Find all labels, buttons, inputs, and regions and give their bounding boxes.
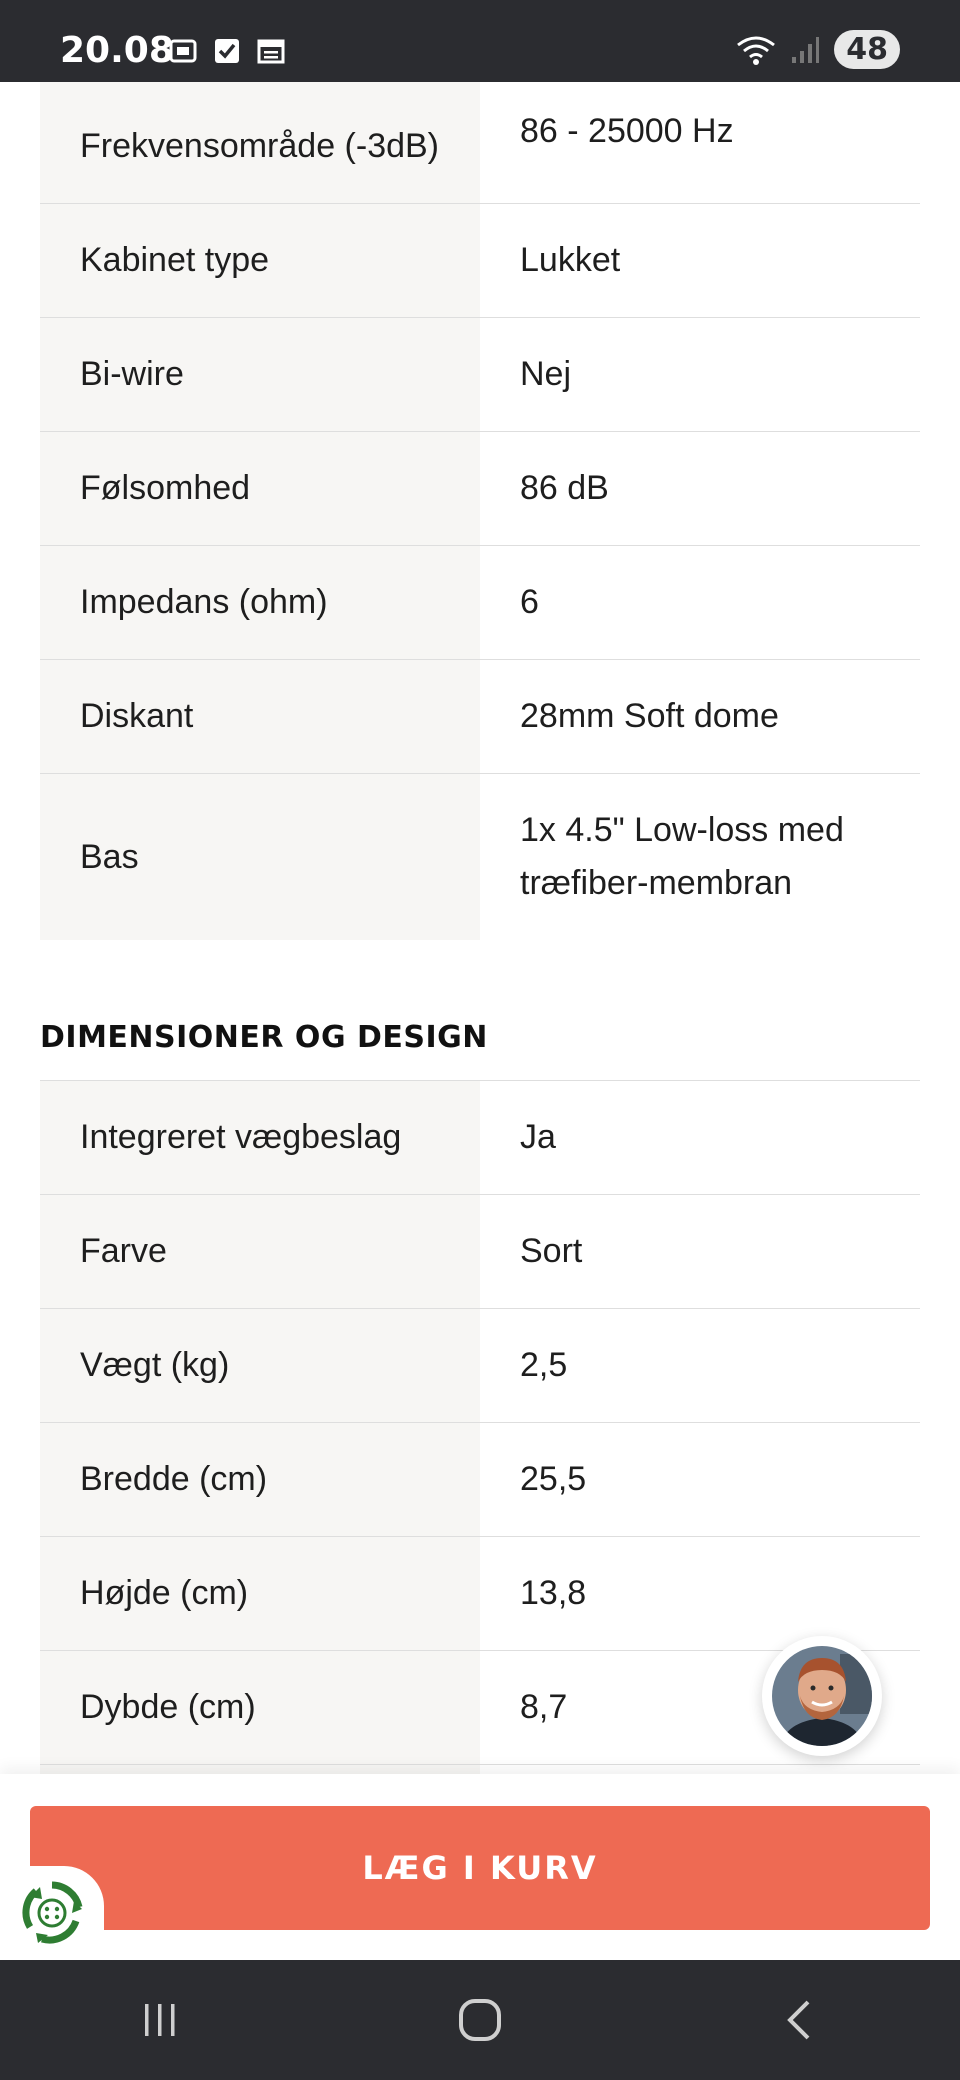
spec-value: 8,7: [520, 1688, 568, 1726]
eco-badge[interactable]: [0, 1866, 104, 1960]
wifi-icon: [736, 33, 776, 67]
spec-table-technical: [40, 60, 920, 940]
table-row: [40, 1081, 920, 1195]
status-icons-left: [168, 36, 286, 66]
table-row: [40, 546, 920, 660]
avatar: [770, 1644, 874, 1748]
table-row: [40, 1195, 920, 1309]
add-to-cart-bar: [0, 1774, 960, 1960]
spec-value: 1x 4.5" Low-loss med træfiber-membran: [520, 811, 844, 902]
table-row: [40, 1309, 920, 1423]
status-bar: [0, 0, 960, 82]
spec-value: 86 dB: [520, 469, 609, 507]
calendar-icon: [256, 36, 286, 66]
table-row: [40, 660, 920, 774]
home-icon: [457, 1997, 503, 2043]
add-to-cart-button[interactable]: LÆG I KURV: [30, 1806, 930, 1930]
home-button[interactable]: [440, 1980, 520, 2060]
recent-apps-icon: [140, 2000, 180, 2040]
spec-key: Højde (cm): [40, 1537, 480, 1650]
spec-key: Farve: [40, 1195, 480, 1308]
table-row: [40, 1537, 920, 1651]
recycle-icon: [16, 1877, 88, 1949]
spec-value: 25,5: [520, 1460, 587, 1498]
table-row: [40, 432, 920, 546]
status-icons-right: [736, 30, 900, 69]
spec-key: Impedans (ohm): [40, 546, 480, 659]
spec-key: Bas: [40, 774, 480, 940]
recent-apps-button[interactable]: [120, 1980, 200, 2060]
spec-value: 13,8: [520, 1574, 587, 1612]
chat-avatar-button[interactable]: [762, 1636, 882, 1756]
spec-value: Ja: [520, 1118, 556, 1156]
spec-key: Bi-wire: [40, 318, 480, 431]
spec-key: Integreret vægbeslag: [40, 1081, 480, 1194]
spec-value: Sort: [520, 1232, 583, 1270]
back-button[interactable]: [760, 1980, 840, 2060]
spec-key: Dybde (cm): [40, 1651, 480, 1764]
spec-key: Diskant: [40, 660, 480, 773]
spec-key: Bredde (cm): [40, 1423, 480, 1536]
table-row: [40, 318, 920, 432]
back-chevron-icon: [780, 1998, 820, 2042]
status-time: 20.08: [60, 30, 174, 71]
spec-value: 28mm Soft dome: [520, 697, 779, 735]
spec-key: Følsomhed: [40, 432, 480, 545]
spec-value: 6: [520, 583, 539, 621]
spec-value: Lukket: [520, 241, 621, 279]
spec-key: Vægt (kg): [40, 1309, 480, 1422]
table-row: [40, 774, 920, 940]
spec-value: 2,5: [520, 1346, 568, 1384]
signal-icon: [790, 35, 820, 65]
table-row: [40, 1423, 920, 1537]
battery-indicator: 48: [834, 30, 900, 69]
section-title-dimensions: DIMENSIONER OG DESIGN: [40, 1020, 488, 1055]
spec-value: Nej: [520, 355, 572, 393]
spec-key: Frekvensområde (-3dB): [40, 60, 480, 203]
table-row: [40, 204, 920, 318]
screenshot-icon: [168, 36, 198, 66]
system-nav-bar: [0, 1960, 960, 2080]
checkbox-icon: [212, 36, 242, 66]
spec-key: Kabinet type: [40, 204, 480, 317]
spec-value: 86 - 25000 Hz: [520, 112, 734, 150]
